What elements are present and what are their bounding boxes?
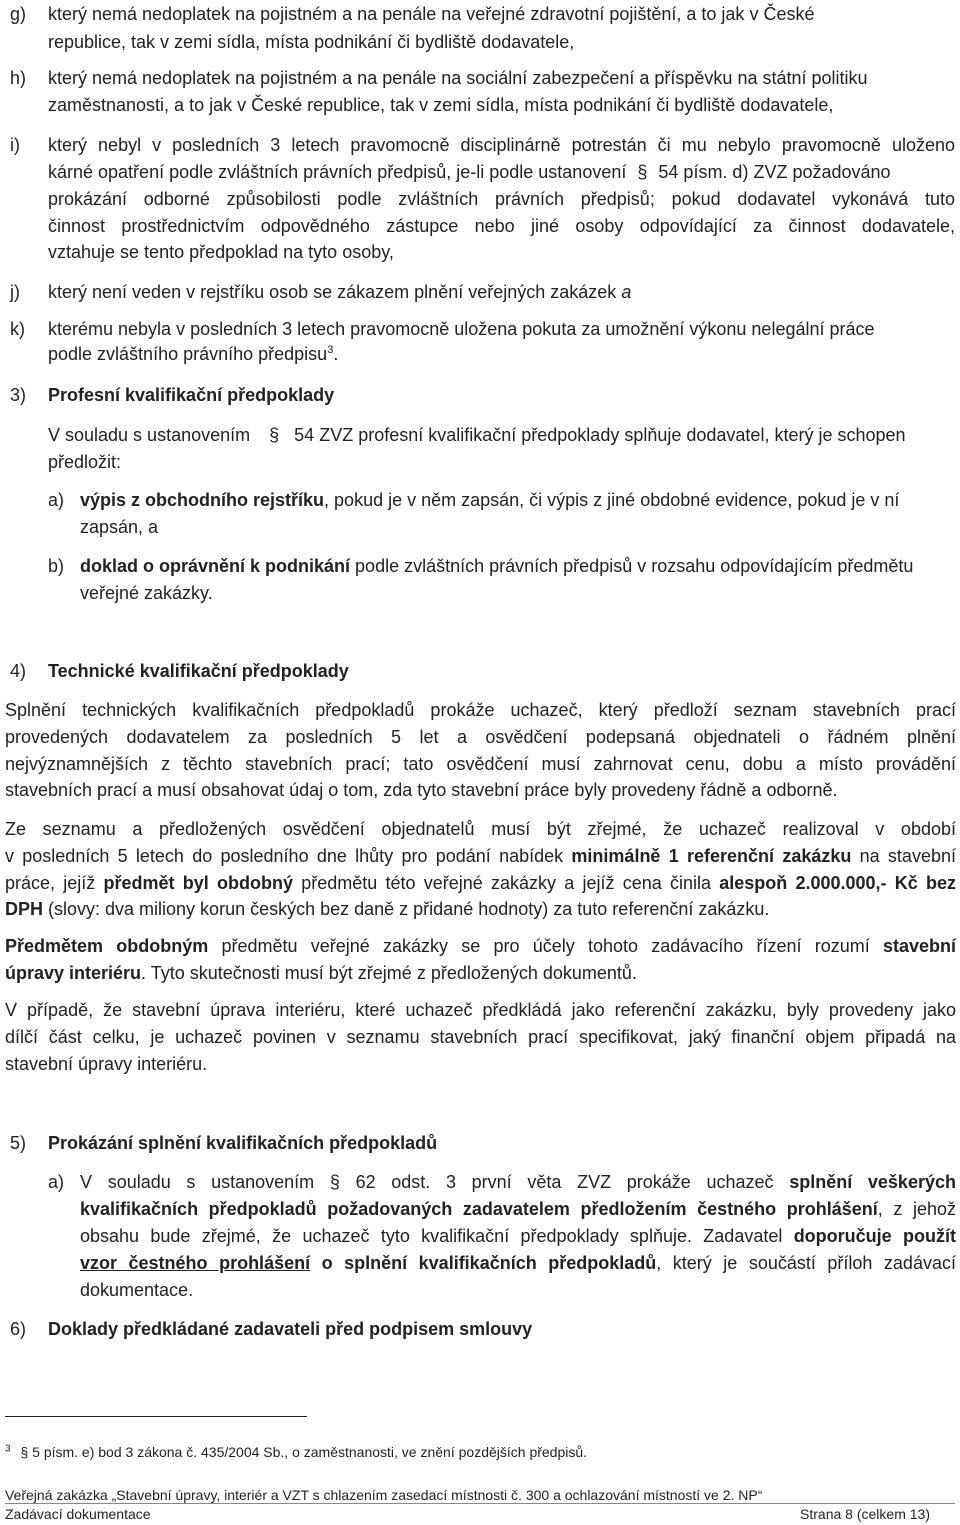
- sec4-p2-l3b: předmět byl obdobný: [103, 873, 293, 893]
- sec4-p2-l2a: v posledních 5 letech do posledního dne lhůty pro podání nabídek: [5, 846, 572, 866]
- sec4-p4-line3: stavební úpravy interiéru.: [5, 1054, 208, 1074]
- list-item-i-line4: činnost prostřednictvím odpovědného zástupce nebo jiné osoby odpovídající za činnost dodavatele,: [48, 216, 955, 236]
- sec4-number: 4): [10, 661, 27, 681]
- sec3-a-bold: výpis z obchodního rejstříku: [80, 490, 325, 510]
- footer-title: Veřejná zakázka „Stavební úpravy, interiér a VZT s chlazením zasedací místnosti č. 300 a ochlazování místností ve 2. NP“: [5, 1487, 763, 1503]
- sec4-p2-l3c: předmětu této veřejné zakázky a jejíž cena činila: [292, 873, 720, 893]
- sec5-a-line1: [80, 1169, 956, 1196]
- sec5-a-l2b: , z jehož: [877, 1199, 956, 1219]
- section-sign: §: [637, 162, 648, 182]
- footer-separator: [5, 1503, 955, 1504]
- list-item-h-line2: zaměstnanosti, a to jak v České republice, tak v zemi sídla, místa podnikání či bydliště dodavatele,: [48, 95, 834, 115]
- section-sign: §: [329, 1172, 340, 1192]
- sec4-p4-line1: V případě, že stavební úprava interiéru, které uchazeč předkládá jako referenční zakázku, byly provedeny jako: [5, 1000, 956, 1020]
- sec3-b-rest: podle zvláštních právních předpisů v rozsahu odpovídajícím předmětu: [350, 556, 914, 576]
- footnote-separator: [5, 1416, 307, 1417]
- sec4-p3-l1a: Předmětem obdobným: [5, 936, 209, 956]
- sec5-a-l1c: splnění veškerých: [789, 1172, 956, 1192]
- list-item-i-line1: který nebyl v posledních 3 letech pravomocně disciplinárně potrestán či mu nebylo pravomocně uloženo: [48, 135, 955, 155]
- sec5-title: Prokázání splnění kvalifikačních předpokladů: [48, 1133, 438, 1153]
- sec4-p3-l2a: úpravy interiéru: [5, 963, 142, 983]
- sec3-a-line2: zapsán, a: [80, 517, 159, 537]
- footnote: [5, 1443, 587, 1461]
- sec4-p2-l4b: (slovy: dva miliony korun českých bez daně z přidané hodnoty) za tuto referenční zakázku.: [43, 899, 770, 919]
- sec3-a-label: a): [48, 490, 65, 510]
- section-sign: §: [269, 425, 280, 445]
- sec5-a-l2a: kvalifikačních předpokladů požadovaných zadavatelem předložením čestného prohlášení: [80, 1199, 878, 1219]
- list-item-k-line2-text: podle zvláštního právního předpisu: [48, 344, 328, 364]
- list-item-i-line2-tail: 54 písm. d) ZVZ požadováno: [658, 162, 891, 182]
- list-item-i-line2: [48, 161, 891, 183]
- sec5-a-l1b: 62 odst. 3 první věta ZVZ prokáže uchazeč: [355, 1172, 790, 1192]
- sec4-p2-line2: [5, 843, 956, 870]
- list-label-j: j): [10, 282, 20, 302]
- sec5-a-l4c: , který je součástí příloh zadávací: [656, 1253, 956, 1273]
- footnote-number: 3: [5, 1443, 11, 1455]
- list-item-i-line3: prokázání odborné způsobilosti podle zvláštních právních předpisů; pokud dodavatel vykonává tuto: [48, 189, 955, 209]
- footer-doc-label: Zadávací dokumentace: [5, 1506, 151, 1522]
- list-item-j-tail: a: [621, 282, 632, 302]
- list-item-h-line1: který nemá nedoplatek na pojistném a na penále na sociální zabezpečení a příspěvku na státní politiku: [48, 68, 868, 88]
- list-item-j-text: který není veden v rejstříku osob se zákazem plnění veřejných zakázek: [48, 282, 617, 302]
- sec5-a-line2: [80, 1196, 956, 1223]
- sec4-p2-l2b: minimálně 1 referenční zakázku: [571, 846, 852, 866]
- list-item-g-line2: republice, tak v zemi sídla, místa podnikání či bydliště dodavatele,: [48, 32, 575, 52]
- list-item-g-line1: který nemá nedoplatek na pojistném a na penále na veřejné zdravotní pojištění, a to jak v České: [48, 4, 815, 24]
- sec3-title: Profesní kvalifikační předpoklady: [48, 385, 335, 405]
- sec3-a-line1: [80, 489, 899, 511]
- sec3-a-rest: , pokud je v něm zapsán, či výpis z jiné obdobné evidence, pokud je v ní: [324, 490, 900, 510]
- sec5-a-line4: [80, 1250, 956, 1277]
- sec5-a-line5: dokumentace.: [80, 1280, 194, 1300]
- sec4-p4-line2: dílčí část celku, je uchazeč povinen v seznamu stavebních prací specifikovat, jaký finanční objem připadá na: [5, 1027, 956, 1047]
- list-item-k-end: .: [333, 344, 339, 364]
- sec5-a-l4a: vzor čestného prohlášení: [80, 1253, 311, 1273]
- sec5-a-l3a: obsahu bude zřejmé, že uchazeč tyto kvalifikační předpoklady splňuje. Zadavatel: [80, 1226, 794, 1246]
- sec4-p3-line2: [5, 962, 637, 984]
- sec5-number: 5): [10, 1133, 27, 1153]
- list-label-i: i): [10, 135, 20, 155]
- sec3-intro-b: 54 ZVZ profesní kvalifikační předpoklady splňuje dodavatel, který je schopen: [294, 425, 906, 445]
- sec4-p2-l3d: alespoň 2.000.000,- Kč bez: [719, 873, 956, 893]
- footnote-text: 5 písm. e) bod 3 zákona č. 435/2004 Sb., o zaměstnanosti, ve znění pozdějších předpisů.: [28, 1444, 588, 1460]
- list-item-i-line2-text: kárné opatření podle zvláštních právních předpisů, je-li podle ustanovení: [48, 162, 627, 182]
- list-item-k-line2: [48, 343, 338, 365]
- sec5-a-label: a): [48, 1172, 65, 1192]
- sec4-p1-line2: provedených dodavatelem za posledních 5 let a osvědčení podepsaná objednateli o řádném plnění: [5, 727, 956, 747]
- list-item-k-line1: kterému nebyla v posledních 3 letech pravomocně uložena pokuta za umožnění výkonu nelegální práce: [48, 319, 875, 339]
- sec4-p1-line3: nejvýznamnějších z těchto stavebních prací; tato osvědčení musí zahrnovat cenu, dobu a místo provádění: [5, 754, 956, 774]
- sec4-p2-line3: [5, 870, 956, 897]
- list-label-h: h): [10, 68, 27, 88]
- sec4-p3-l1c: stavební: [882, 936, 956, 956]
- sec5-a-l1a: V souladu s ustanovením: [80, 1172, 315, 1192]
- list-item-i-line5: vztahuje se tento předpoklad na tyto osoby,: [48, 242, 394, 262]
- sec4-p3-line1: [5, 933, 956, 960]
- sec4-p2-line4: [5, 898, 769, 920]
- sec5-a-l4b: o splnění kvalifikačních předpokladů: [310, 1253, 657, 1273]
- sec4-p2-l2c: na stavební: [851, 846, 956, 866]
- footer-page-number: Strana 8 (celkem 13): [800, 1506, 930, 1522]
- sec4-title: Technické kvalifikační předpoklady: [48, 661, 349, 681]
- sec4-p1-line4: stavebních prací a musí obsahovat údaj o tom, zda tyto stavební práce byly provedeny řádně a odborně.: [5, 780, 838, 800]
- sec5-a-l3b: doporučuje použít: [793, 1226, 956, 1246]
- list-label-k: k): [10, 319, 25, 339]
- sec3-b-label: b): [48, 556, 65, 576]
- sec3-b-line2: veřejné zakázky.: [80, 583, 213, 603]
- sec3-intro-a: V souladu s ustanovením: [48, 425, 251, 445]
- list-label-g: g): [10, 4, 27, 24]
- sec3-number: 3): [10, 385, 27, 405]
- sec3-b-line1: [80, 555, 913, 577]
- sec3-intro-line2: předložit:: [48, 452, 122, 472]
- list-item-j: [48, 281, 631, 303]
- sec4-p1-line1: Splnění technických kvalifikačních předpokladů prokáže uchazeč, který předloží seznam stavebních prací: [5, 700, 956, 720]
- section-sign: §: [20, 1444, 29, 1460]
- sec6-title: Doklady předkládané zadavateli před podpisem smlouvy: [48, 1319, 533, 1339]
- sec3-intro-line1: [48, 424, 906, 446]
- footnote-ref: 3: [327, 344, 334, 356]
- sec4-p2-l4a: DPH: [5, 899, 44, 919]
- sec5-a-line3: [80, 1223, 956, 1250]
- sec4-p2-line1: Ze seznamu a předložených osvědčení objednatelů musí být zřejmé, že uchazeč realizoval v období: [5, 819, 956, 839]
- sec3-b-bold: doklad o oprávnění k podnikání: [80, 556, 351, 576]
- sec4-p2-l3a: práce, jejíž: [5, 873, 104, 893]
- sec4-p3-l2b: . Tyto skutečnosti musí být zřejmé z předložených dokumentů.: [141, 963, 637, 983]
- sec4-p3-l1b: předmětu veřejné zakázky se pro účely tohoto zadávacího řízení rozumí: [208, 936, 883, 956]
- sec6-number: 6): [10, 1319, 27, 1339]
